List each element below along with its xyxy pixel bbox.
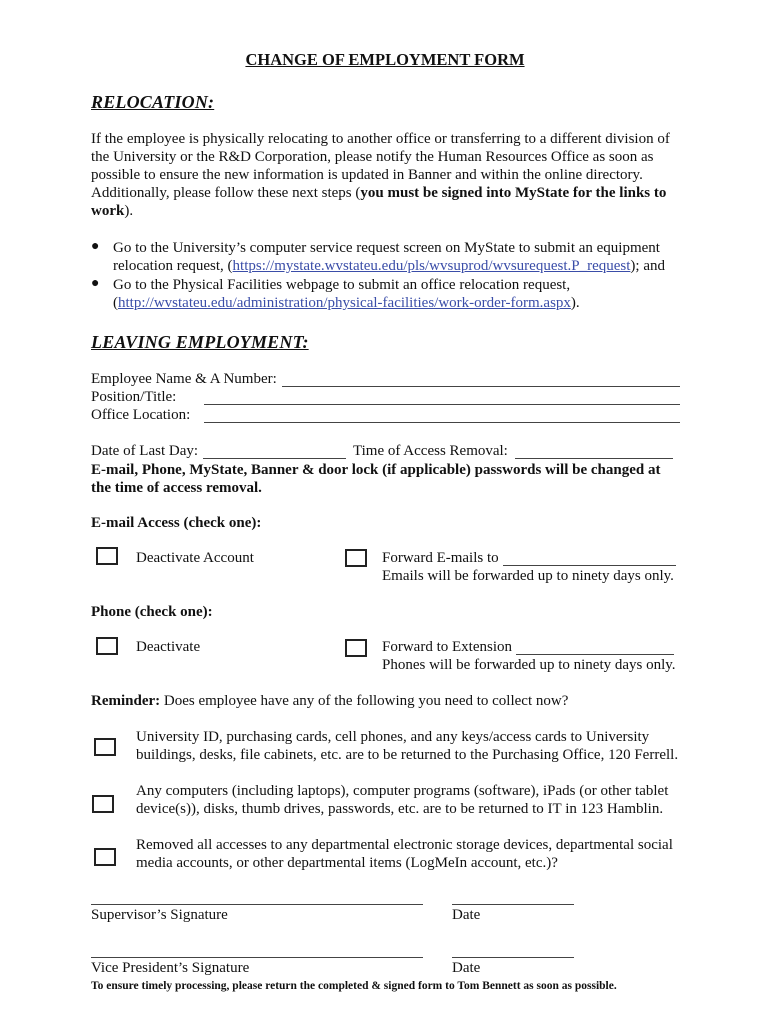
relocation-bullet-equipment [113, 239, 688, 275]
reminder-item-accesses: Removed all accesses to any departmental electronic storage devices, departmental social media accounts, or other departmental items (LogMeIn account, etc.)? [136, 837, 673, 871]
office-location-field[interactable] [204, 422, 680, 423]
relocation-bullet-facilities [113, 276, 688, 312]
forward-extension-checkbox[interactable] [345, 639, 367, 657]
relocation-paragraph-bold: you must be signed into MyState for the links to work [91, 185, 667, 219]
last-day-field[interactable] [203, 458, 346, 459]
forward-emails-checkbox[interactable] [345, 549, 367, 567]
position-field[interactable] [204, 404, 680, 405]
relocation-paragraph-text: If the employee is physically relocating to another office or transferring to a different division of the University or the R&D Corporation, please notify the Human Resources Office as soon as possible to ensure the new information is updated in Banner and within the online directory. Additionally, please follow these next steps ( [91, 131, 670, 201]
employee-name-field[interactable] [282, 386, 680, 387]
relocation-heading: RELOCATION: [91, 92, 215, 112]
phone-deactivate-label: Deactivate [136, 639, 201, 655]
vp-date-line[interactable] [452, 957, 574, 958]
relocation-paragraph [91, 130, 681, 220]
office-location-label: Office Location: [91, 407, 191, 423]
reminder-item-computers: Any computers (including laptops), computer programs (software), iPads (or other tablet device(s)), disks, thumb drives, passwords, etc. are to be returned to IT in 123 Hamblin. [136, 783, 669, 817]
footer-note: To ensure timely processing, please return the completed & signed form to Tom Bennett as soon as possible. [91, 980, 617, 992]
forward-extension-label: Forward to Extension [382, 639, 512, 655]
forward-emails-label: Forward E-mails to [382, 550, 499, 566]
last-day-label: Date of Last Day: [91, 443, 199, 459]
supervisor-date-line[interactable] [452, 904, 574, 905]
remove-accesses-checkbox[interactable] [94, 848, 116, 866]
return-computers-checkbox[interactable] [92, 795, 114, 813]
relocation-paragraph-end: ). [124, 203, 134, 219]
bullet-text: Go to the University’s computer service request screen on MyState to submit an equipment relocation request, ( [113, 240, 660, 274]
deactivate-account-checkbox[interactable] [96, 547, 118, 565]
vp-signature-label: Vice President’s Signature [91, 960, 250, 976]
position-label: Position/Title: [91, 389, 177, 405]
phone-heading: Phone (check one): [91, 604, 213, 620]
reminder-text: Does employee have any of the following you need to collect now? [163, 693, 569, 709]
phone-forward-note: Phones will be forwarded up to ninety days only. [382, 657, 676, 673]
reminder-label: Reminder: [91, 693, 161, 709]
return-id-keys-checkbox[interactable] [94, 738, 116, 756]
form-title: CHANGE OF EMPLOYMENT FORM [245, 50, 525, 69]
bullet-icon: ● [91, 239, 100, 254]
bullet-text: Go to the Physical Facilities webpage to submit an office relocation request, ( [113, 277, 571, 311]
email-forward-note: Emails will be forwarded up to ninety days only. [382, 568, 674, 584]
work-order-link[interactable]: http://wvstateu.edu/administration/physical-facilities/work-order-form.aspx [118, 295, 571, 311]
phone-deactivate-checkbox[interactable] [96, 637, 118, 655]
supervisor-signature-label: Supervisor’s Signature [91, 907, 228, 923]
bullet-icon: ● [91, 276, 100, 291]
email-access-heading: E-mail Access (check one): [91, 515, 262, 531]
reminder-line [91, 693, 568, 710]
forward-emails-field[interactable] [503, 565, 676, 566]
reminder-item-id-keys: University ID, purchasing cards, cell phones, and any keys/access cards to University buildings, desks, file cabinets, etc. are to be returned to the Purchasing Office, 120 Ferrell. [136, 729, 679, 763]
equipment-request-link[interactable]: https://mystate.wvstateu.edu/pls/wvsuprod/wvsurequest.P_request [232, 258, 631, 274]
access-removal-label: Time of Access Removal: [353, 443, 508, 459]
employee-name-label: Employee Name & A Number: [91, 371, 277, 387]
deactivate-account-label: Deactivate Account [136, 550, 254, 566]
supervisor-date-label: Date [452, 907, 481, 923]
supervisor-signature-line[interactable] [91, 904, 423, 905]
password-notice: E-mail, Phone, MyState, Banner & door lock (if applicable) passwords will be changed at the time of access removal. [91, 462, 661, 496]
forward-extension-field[interactable] [516, 654, 674, 655]
bullet-text-end: ); and [630, 258, 665, 274]
bullet-text-end: ). [570, 295, 580, 311]
leaving-heading: LEAVING EMPLOYMENT: [91, 332, 309, 352]
access-removal-field[interactable] [515, 458, 673, 459]
vp-signature-line[interactable] [91, 957, 423, 958]
vp-date-label: Date [452, 960, 481, 976]
